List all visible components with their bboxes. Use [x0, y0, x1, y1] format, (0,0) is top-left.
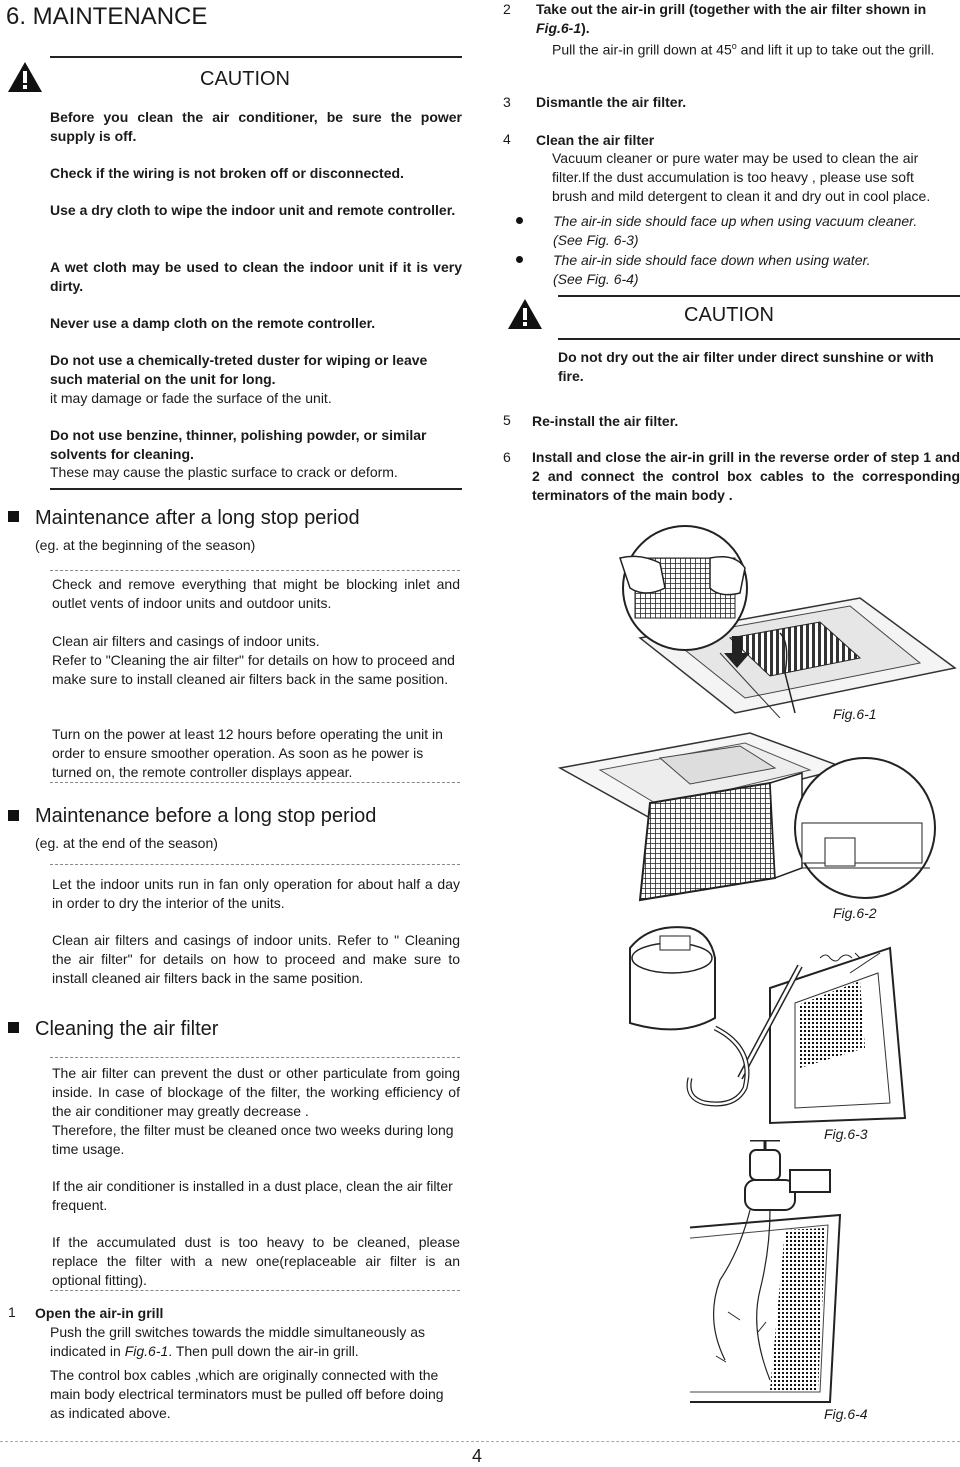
after-stop-paragraph: Turn on the power at least 12 hours before operating the unit in order to ensure smoother operation. As soon as he power is turned on, the remote controller displays appear. [52, 726, 443, 780]
caution-item: Before you clean the air conditioner, be sure the power supply is off. [50, 109, 462, 144]
divider [50, 570, 460, 571]
section-bullet-icon [8, 511, 19, 522]
step-number: 2 [503, 1, 511, 17]
figure-6-4-illustration [690, 1140, 850, 1410]
section-bullet-icon [8, 1022, 19, 1033]
caution-mid-rule [558, 338, 960, 340]
caution-heading: CAUTION [684, 304, 774, 326]
step-number: 5 [503, 412, 511, 428]
caution-text: Do not dry out the air filter under direct sunshine or with fire. [558, 349, 934, 384]
step-title: Open the air-in grill [35, 1305, 164, 1321]
warning-icon [6, 60, 44, 94]
after-stop-paragraph: Refer to "Cleaning the air filter" for details on how to proceed and make sure to install cleaned air filters back in the same position. [52, 652, 455, 687]
before-stop-subtitle: (eg. at the end of the season) [35, 835, 218, 851]
caution-top-rule [558, 295, 960, 297]
bullet-icon [516, 256, 523, 263]
after-stop-title: Maintenance after a long stop period [35, 507, 360, 529]
caution-bottom-rule [50, 488, 462, 490]
step-number: 1 [8, 1304, 16, 1320]
caution-item: Do not use benzine, thinner, polishing powder, or similar solvents for cleaning. [50, 427, 427, 462]
step-title: Re-install the air filter. [532, 413, 679, 429]
caution-item: These may cause the plastic surface to crack or deform. [50, 464, 398, 480]
bullet-text: The air-in side should face up when using vacuum cleaner. (See Fig. 6-3) [553, 213, 918, 248]
bullet-icon [516, 217, 523, 224]
footer-divider [0, 1441, 960, 1442]
step-title: Dismantle the air filter. [536, 94, 687, 110]
figure-6-2-illustration [540, 728, 960, 908]
step-number: 3 [503, 94, 511, 110]
section-bullet-icon [8, 810, 19, 821]
figure-label: Fig.6-4 [824, 1406, 868, 1422]
step-title: Take out the air-in grill (together with the air filter shown in Fig.6-1). [536, 1, 927, 36]
section-title: 6. MAINTENANCE [6, 3, 208, 30]
before-stop-paragraph: Clean air filters and casings of indoor units. Refer to " Cleaning the air filter" for details on how to proceed and make sure to install cleaned air filters back in the same position. [52, 932, 460, 986]
caution-item: Never use a damp cloth on the remote controller. [50, 315, 376, 331]
step-body: The control box cables ,which are originally connected with the main body electrical terminators must be pulled off before doing as indicated above. [50, 1367, 444, 1421]
step-body: Push the grill switches towards the middle simultaneously as indicated in Fig.6-1. Then pull down the air-in grill. [50, 1324, 426, 1359]
caution-item: it may damage or fade the surface of the unit. [50, 390, 332, 406]
step-body: Pull the air-in grill down at 45$^o$ and lift it up to take out the grill. [552, 41, 935, 58]
caution-item: Check if the wiring is not broken off or disconnected. [50, 165, 404, 181]
figure-6-1-illustration [560, 518, 960, 718]
cleaning-paragraph: Therefore, the filter must be cleaned once two weeks during long time usage. [52, 1122, 454, 1157]
divider [50, 1057, 460, 1058]
divider [50, 782, 460, 783]
step-title: Clean the air filter [536, 132, 655, 148]
before-stop-title: Maintenance before a long stop period [35, 805, 377, 827]
page-number: 4 [472, 1446, 483, 1466]
figure-label: Fig.6-1 [833, 706, 877, 722]
after-stop-paragraph: Clean air filters and casings of indoor units. [52, 633, 320, 649]
cleaning-paragraph: The air filter can prevent the dust or other particulate from going inside. In case of blockage of the filter, the working efficiency of the air conditioner may greatly decrease . [52, 1065, 460, 1119]
caution-heading: CAUTION [200, 68, 290, 90]
step-title: Install and close the air-in grill in the reverse order of step 1 and 2 and connect the control box cables to the corresponding terminators of the main body . [532, 449, 960, 503]
step-number: 6 [503, 449, 511, 465]
after-stop-paragraph: Check and remove everything that might be blocking inlet and outlet vents of indoor units and outdoor units. [52, 576, 460, 611]
cleaning-title: Cleaning the air filter [35, 1018, 219, 1040]
caution-item: A wet cloth may be used to clean the indoor unit if it is very dirty. [50, 259, 462, 294]
caution-top-rule [50, 56, 462, 58]
warning-icon [506, 297, 544, 331]
bullet-text: The air-in side should face down when using water. (See Fig. 6-4) [553, 252, 871, 287]
divider [50, 864, 460, 865]
step-body: Vacuum cleaner or pure water may be used to clean the air filter.If the dust accumulation is too heavy , please use soft brush and mild detergent to clean it and dry out in cool place. [552, 150, 931, 204]
step-number: 4 [503, 131, 511, 147]
figure-label: Fig.6-2 [833, 905, 877, 921]
after-stop-subtitle: (eg. at the beginning of the season) [35, 537, 256, 553]
cleaning-paragraph: If the air conditioner is installed in a dust place, clean the air filter frequent. [52, 1178, 453, 1213]
before-stop-paragraph: Let the indoor units run in fan only operation for about half a day in order to dry the interior of the units. [52, 876, 460, 911]
cleaning-paragraph: If the accumulated dust is too heavy to be cleaned, please replace the filter with a new one(replaceable air filter is an optional fitting). [52, 1234, 460, 1288]
caution-item: Do not use a chemically-treted duster for wiping or leave such material on the unit for long. [50, 352, 428, 387]
caution-item: Use a dry cloth to wipe the indoor unit and remote controller. [50, 202, 456, 218]
divider [50, 1290, 460, 1291]
figure-6-3-illustration [620, 918, 910, 1128]
figure-label: Fig.6-3 [824, 1126, 868, 1142]
